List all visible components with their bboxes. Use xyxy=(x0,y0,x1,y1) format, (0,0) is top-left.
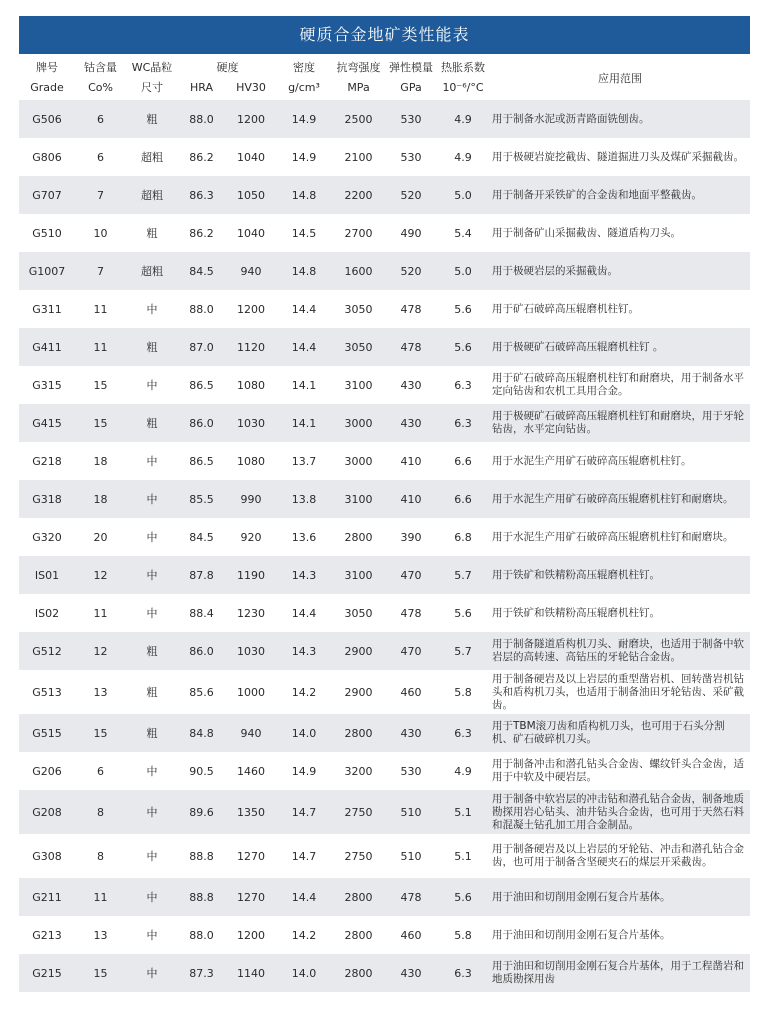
table-row xyxy=(19,404,750,442)
cell-application: 用于极硬岩层的采掘截齿。 xyxy=(492,264,618,277)
cell-grade: G213 xyxy=(32,928,62,942)
header-expansion-unit: 10⁻⁶/°C xyxy=(442,81,484,94)
cell-expansion: 5.1 xyxy=(454,805,472,819)
cell-modulus: 430 xyxy=(400,726,422,740)
table-row xyxy=(19,594,750,632)
cell-hv30: 1200 xyxy=(237,928,265,942)
cell-trs: 2200 xyxy=(344,188,373,202)
cell-wc-grain: 中 xyxy=(146,455,158,468)
cell-trs: 2800 xyxy=(344,928,373,942)
cell-cobalt: 6 xyxy=(97,150,104,164)
cell-hv30: 1040 xyxy=(237,226,265,240)
cell-hra: 90.5 xyxy=(189,764,214,778)
cell-modulus: 478 xyxy=(400,606,422,620)
cell-hra: 84.5 xyxy=(189,530,214,544)
cell-hra: 86.2 xyxy=(189,150,214,164)
cell-wc-grain: 中 xyxy=(146,929,158,942)
properties-sheet xyxy=(19,16,750,992)
cell-trs: 3100 xyxy=(344,568,373,582)
table-row xyxy=(19,100,750,138)
cell-cobalt: 7 xyxy=(97,188,104,202)
cell-modulus: 460 xyxy=(400,685,422,699)
header-trs: 抗弯强度 xyxy=(336,61,381,74)
cell-wc-grain: 超粗 xyxy=(141,265,163,278)
cell-density: 14.2 xyxy=(291,928,317,942)
table-row xyxy=(19,366,750,404)
header-co-en: Co% xyxy=(88,81,113,94)
cell-trs: 3100 xyxy=(344,492,373,506)
cell-grade: G707 xyxy=(32,188,62,202)
cell-hv30: 1460 xyxy=(237,764,265,778)
cell-wc-grain: 中 xyxy=(146,967,158,980)
cell-trs: 2700 xyxy=(344,226,373,240)
cell-density: 14.7 xyxy=(291,849,317,863)
cell-application: 用于极硬矿石破碎高压辊磨机柱钉和耐磨块，用于牙轮钻齿，水平定向钻齿。 xyxy=(492,410,744,435)
cell-hra: 88.8 xyxy=(189,849,214,863)
cell-trs: 2100 xyxy=(344,150,373,164)
cell-expansion: 5.0 xyxy=(454,188,472,202)
cell-hv30: 1080 xyxy=(237,454,265,468)
table-row xyxy=(19,556,750,594)
cell-application: 用于油田和切削用金刚石复合片基体。 xyxy=(492,890,671,903)
cell-wc-grain: 中 xyxy=(146,891,158,904)
cell-application: 用于制备硬岩及以上岩层的重型凿岩机、回转凿岩机钻头和盾构机刀头，也适用于制备油田牙轮钻齿、采矿截齿。 xyxy=(492,672,744,711)
header-density-unit: g/cm³ xyxy=(288,81,320,94)
table-row xyxy=(19,214,750,252)
cell-cobalt: 10 xyxy=(93,226,108,240)
cell-modulus: 430 xyxy=(400,378,422,392)
cell-trs: 3050 xyxy=(344,302,373,316)
cell-expansion: 6.3 xyxy=(454,416,472,430)
cell-grade: G318 xyxy=(32,492,62,506)
cell-grade: G513 xyxy=(32,685,62,699)
cell-application: 用于水泥生产用矿石破碎高压辊磨机柱钉。 xyxy=(492,454,692,467)
cell-density: 14.4 xyxy=(291,606,317,620)
table-row xyxy=(19,916,750,954)
cell-hra: 88.0 xyxy=(189,112,214,126)
cell-density: 14.3 xyxy=(291,644,317,658)
table-row xyxy=(19,632,750,670)
cell-grade: G311 xyxy=(32,302,62,316)
cell-application: 用于矿石破碎高压辊磨机柱钉。 xyxy=(492,302,639,315)
cell-cobalt: 20 xyxy=(93,530,108,544)
cell-application: 用于TBM滚刀齿和盾构机刀头，也可用于石头分割机、矿石破碎机刀头。 xyxy=(492,720,725,745)
cell-wc-grain: 超粗 xyxy=(141,151,163,164)
cell-grade: IS01 xyxy=(34,568,60,582)
cell-cobalt: 13 xyxy=(93,685,108,699)
cell-hra: 86.5 xyxy=(189,378,214,392)
cell-grade: G1007 xyxy=(28,264,66,278)
cell-cobalt: 11 xyxy=(93,890,108,904)
cell-hv30: 940 xyxy=(240,264,262,278)
header-grade-en: Grade xyxy=(30,81,64,94)
cell-hra: 84.8 xyxy=(189,726,214,740)
cell-trs: 2800 xyxy=(344,966,373,980)
cell-hra: 88.0 xyxy=(189,302,214,316)
cell-modulus: 530 xyxy=(400,150,422,164)
cell-application: 用于极硬矿石破碎高压辊磨机柱钉 。 xyxy=(492,340,664,353)
cell-expansion: 5.6 xyxy=(454,606,472,620)
cell-expansion: 6.3 xyxy=(454,966,472,980)
cell-modulus: 510 xyxy=(400,849,422,863)
cell-wc-grain: 粗 xyxy=(146,417,158,430)
cell-hra: 87.0 xyxy=(189,340,214,354)
table-row xyxy=(19,670,750,714)
cell-hra: 86.2 xyxy=(189,226,214,240)
cell-grade: G515 xyxy=(32,726,62,740)
cell-wc-grain: 中 xyxy=(146,303,158,316)
cell-trs: 2500 xyxy=(344,112,373,126)
cell-hv30: 1140 xyxy=(237,966,265,980)
cell-expansion: 6.6 xyxy=(454,454,472,468)
table-header xyxy=(19,54,750,100)
table-row xyxy=(19,714,750,752)
header-co-cn: 钴含量 xyxy=(84,61,117,74)
cell-modulus: 478 xyxy=(400,340,422,354)
cell-hv30: 940 xyxy=(240,726,262,740)
cell-hra: 87.8 xyxy=(189,568,214,582)
cell-wc-grain: 粗 xyxy=(146,227,158,240)
cell-expansion: 6.8 xyxy=(454,530,472,544)
cell-hra: 88.4 xyxy=(189,606,214,620)
cell-expansion: 5.8 xyxy=(454,928,472,942)
cell-hv30: 1080 xyxy=(237,378,265,392)
cell-modulus: 478 xyxy=(400,890,422,904)
cell-wc-grain: 粗 xyxy=(146,113,158,126)
cell-grade: G415 xyxy=(32,416,62,430)
cell-cobalt: 13 xyxy=(93,928,108,942)
header-grade-cn: 牌号 xyxy=(36,61,58,74)
cell-density: 14.8 xyxy=(291,264,317,278)
cell-application: 用于矿石破碎高压辊磨机柱钉和耐磨块，用于制备水平定向钻齿和农机工具用合金。 xyxy=(492,372,744,397)
cell-expansion: 5.1 xyxy=(454,849,472,863)
cell-application: 用于水泥生产用矿石破碎高压辊磨机柱钉和耐磨块。 xyxy=(492,530,734,543)
cell-modulus: 478 xyxy=(400,302,422,316)
cell-modulus: 470 xyxy=(400,644,422,658)
cell-hra: 88.8 xyxy=(189,890,214,904)
cell-wc-grain: 粗 xyxy=(146,645,158,658)
cell-expansion: 6.3 xyxy=(454,378,472,392)
table-row xyxy=(19,176,750,214)
cell-wc-grain: 中 xyxy=(146,379,158,392)
cell-expansion: 4.9 xyxy=(454,112,472,126)
header-density: 密度 xyxy=(293,61,315,74)
cell-grade: G320 xyxy=(32,530,62,544)
cell-density: 14.9 xyxy=(291,112,317,126)
cell-density: 14.3 xyxy=(291,568,317,582)
cell-wc-grain: 中 xyxy=(146,850,158,863)
header-modulus: 弹性模量 xyxy=(389,61,433,74)
cell-hra: 86.0 xyxy=(189,644,214,658)
header-wc-cn1: WC晶粒 xyxy=(131,61,173,74)
cell-application: 用于极硬岩旋挖截齿、隧道掘进刀头及煤矿采掘截齿。 xyxy=(492,150,744,163)
cell-hra: 85.5 xyxy=(189,492,214,506)
table-row xyxy=(19,252,750,290)
cell-application: 用于制备冲击和潜孔钻头合金齿、螺纹钎头合金齿，适用于中软及中硬岩层。 xyxy=(492,758,744,783)
cell-hv30: 1270 xyxy=(237,890,265,904)
cell-cobalt: 15 xyxy=(93,966,108,980)
cell-wc-grain: 中 xyxy=(146,607,158,620)
cell-expansion: 5.6 xyxy=(454,890,472,904)
cell-grade: G218 xyxy=(32,454,62,468)
header-expansion: 热胀系数 xyxy=(441,61,485,74)
cell-modulus: 460 xyxy=(400,928,422,942)
cell-trs: 2800 xyxy=(344,890,373,904)
cell-density: 13.7 xyxy=(291,454,317,468)
cell-application: 用于制备隧道盾构机刀头、耐磨块，也适用于制备中软岩层的高转速、高钻压的牙轮钻合金齿。 xyxy=(492,638,744,663)
cell-hv30: 1270 xyxy=(237,849,265,863)
cell-density: 14.0 xyxy=(291,726,317,740)
cell-application: 用于制备硬岩及以上岩层的牙轮钻、冲击和潜孔钻合金齿，也可用于制备含坚硬夹石的煤层开采截齿。 xyxy=(492,843,744,868)
cell-hv30: 1200 xyxy=(237,302,265,316)
cell-hv30: 1030 xyxy=(237,644,265,658)
cell-grade: G512 xyxy=(32,644,62,658)
cell-application: 用于油田和切削用金刚石复合片基体，用于工程凿岩和地质勘探用齿 xyxy=(492,960,744,985)
cell-hra: 86.0 xyxy=(189,416,214,430)
cell-expansion: 5.8 xyxy=(454,685,472,699)
cell-grade: G315 xyxy=(32,378,62,392)
cell-grade: G806 xyxy=(32,150,62,164)
table-row xyxy=(19,138,750,176)
cell-hv30: 1040 xyxy=(237,150,265,164)
cell-cobalt: 8 xyxy=(97,849,104,863)
cell-grade: G208 xyxy=(32,805,62,819)
cell-hv30: 1350 xyxy=(237,805,265,819)
cell-application: 用于制备矿山采掘截齿、隧道盾构刀头。 xyxy=(492,226,681,239)
cell-wc-grain: 中 xyxy=(146,569,158,582)
cell-modulus: 530 xyxy=(400,764,422,778)
cell-density: 14.4 xyxy=(291,302,317,316)
cell-application: 用于制备水泥或沥青路面铣刨齿。 xyxy=(492,112,650,125)
cell-cobalt: 11 xyxy=(93,340,108,354)
cell-cobalt: 18 xyxy=(93,492,108,506)
cell-modulus: 490 xyxy=(400,226,422,240)
cell-trs: 2750 xyxy=(344,805,373,819)
cell-hra: 85.6 xyxy=(189,685,214,699)
cell-application: 用于油田和切削用金刚石复合片基体。 xyxy=(492,928,671,941)
cell-hv30: 1200 xyxy=(237,112,265,126)
cell-hra: 86.5 xyxy=(189,454,214,468)
table-row xyxy=(19,834,750,878)
cell-wc-grain: 粗 xyxy=(146,727,158,740)
cell-density: 14.5 xyxy=(291,226,317,240)
header-application: 应用范围 xyxy=(598,72,642,85)
cell-grade: G215 xyxy=(32,966,62,980)
cell-hra: 87.3 xyxy=(189,966,214,980)
cell-modulus: 410 xyxy=(400,454,422,468)
cell-wc-grain: 中 xyxy=(146,806,158,819)
cell-wc-grain: 中 xyxy=(146,765,158,778)
cell-application: 用于铁矿和铁精粉高压辊磨机柱钉。 xyxy=(492,606,660,619)
cell-wc-grain: 中 xyxy=(146,531,158,544)
cell-density: 13.6 xyxy=(291,530,317,544)
cell-cobalt: 15 xyxy=(93,726,108,740)
cell-expansion: 6.3 xyxy=(454,726,472,740)
cell-cobalt: 18 xyxy=(93,454,108,468)
table-row xyxy=(19,328,750,366)
cell-modulus: 470 xyxy=(400,568,422,582)
table-body xyxy=(19,100,750,992)
table-row xyxy=(19,290,750,328)
cell-hra: 84.5 xyxy=(189,264,214,278)
cell-expansion: 5.6 xyxy=(454,340,472,354)
cell-application: 用于水泥生产用矿石破碎高压辊磨机柱钉和耐磨块。 xyxy=(492,492,734,505)
cell-cobalt: 8 xyxy=(97,805,104,819)
header-wc-cn2: 尺寸 xyxy=(141,81,163,94)
cell-cobalt: 12 xyxy=(93,644,108,658)
cell-modulus: 430 xyxy=(400,966,422,980)
cell-cobalt: 7 xyxy=(97,264,104,278)
cell-expansion: 4.9 xyxy=(454,150,472,164)
cell-cobalt: 6 xyxy=(97,764,104,778)
cell-application: 用于铁矿和铁精粉高压辊磨机柱钉。 xyxy=(492,568,660,581)
cell-density: 14.8 xyxy=(291,188,317,202)
cell-expansion: 5.6 xyxy=(454,302,472,316)
cell-wc-grain: 粗 xyxy=(146,686,158,699)
cell-grade: G411 xyxy=(32,340,62,354)
cell-hv30: 1120 xyxy=(237,340,265,354)
cell-trs: 2800 xyxy=(344,726,373,740)
cell-grade: G211 xyxy=(32,890,62,904)
cell-hra: 88.0 xyxy=(189,928,214,942)
cell-density: 14.4 xyxy=(291,340,317,354)
cell-application: 用于制备中软岩层的冲击钻和潜孔钻合金齿，制备地质勘探用岩心钻头、油井钻头合金齿，也可用于天然石料和混凝土钻孔加工用合金制品。 xyxy=(492,792,744,831)
cell-trs: 3050 xyxy=(344,340,373,354)
cell-trs: 3050 xyxy=(344,606,373,620)
cell-density: 14.0 xyxy=(291,966,317,980)
cell-modulus: 530 xyxy=(400,112,422,126)
cell-density: 13.8 xyxy=(291,492,317,506)
cell-cobalt: 11 xyxy=(93,606,108,620)
cell-grade: G510 xyxy=(32,226,62,240)
cell-hra: 89.6 xyxy=(189,805,214,819)
cell-wc-grain: 粗 xyxy=(146,341,158,354)
cell-application: 用于制备开采铁矿的合金齿和地面平整截齿。 xyxy=(492,188,702,201)
cell-expansion: 5.4 xyxy=(454,226,472,240)
cell-hv30: 1050 xyxy=(237,188,265,202)
cell-expansion: 5.0 xyxy=(454,264,472,278)
cell-modulus: 520 xyxy=(400,264,422,278)
cell-wc-grain: 超粗 xyxy=(141,189,163,202)
cell-cobalt: 15 xyxy=(93,378,108,392)
table-row xyxy=(19,954,750,992)
cell-trs: 2900 xyxy=(344,644,373,658)
header-hardness: 硬度 xyxy=(216,61,239,74)
cell-hv30: 1190 xyxy=(237,568,265,582)
cell-modulus: 520 xyxy=(400,188,422,202)
table-row xyxy=(19,752,750,790)
cell-trs: 3200 xyxy=(344,764,373,778)
cell-hv30: 1000 xyxy=(237,685,265,699)
cell-expansion: 5.7 xyxy=(454,644,472,658)
header-hv30: HV30 xyxy=(236,81,266,94)
table-row xyxy=(19,480,750,518)
cell-trs: 3000 xyxy=(344,416,373,430)
cell-density: 14.4 xyxy=(291,890,317,904)
cell-density: 14.9 xyxy=(291,150,317,164)
cell-grade: G506 xyxy=(32,112,62,126)
header-modulus-unit: GPa xyxy=(400,81,422,94)
cell-hv30: 1230 xyxy=(237,606,265,620)
cell-cobalt: 15 xyxy=(93,416,108,430)
cell-wc-grain: 中 xyxy=(146,493,158,506)
cell-modulus: 410 xyxy=(400,492,422,506)
cell-trs: 1600 xyxy=(344,264,373,278)
table-row xyxy=(19,518,750,556)
cell-expansion: 4.9 xyxy=(454,764,472,778)
cell-hv30: 990 xyxy=(240,492,262,506)
header-trs-unit: MPa xyxy=(347,81,370,94)
cell-density: 14.1 xyxy=(291,378,317,392)
cell-hv30: 1030 xyxy=(237,416,265,430)
cell-cobalt: 6 xyxy=(97,112,104,126)
cell-grade: G308 xyxy=(32,849,62,863)
cell-grade: G206 xyxy=(32,764,62,778)
cell-trs: 2900 xyxy=(344,685,373,699)
cell-trs: 3000 xyxy=(344,454,373,468)
header-hra: HRA xyxy=(190,81,213,94)
cell-trs: 3100 xyxy=(344,378,373,392)
cell-expansion: 5.7 xyxy=(454,568,472,582)
cell-cobalt: 12 xyxy=(93,568,108,582)
cell-trs: 2750 xyxy=(344,849,373,863)
table-row xyxy=(19,878,750,916)
cell-modulus: 510 xyxy=(400,805,422,819)
cell-expansion: 6.6 xyxy=(454,492,472,506)
cell-density: 14.2 xyxy=(291,685,317,699)
cell-density: 14.7 xyxy=(291,805,317,819)
cell-density: 14.9 xyxy=(291,764,317,778)
cell-density: 14.1 xyxy=(291,416,317,430)
cell-hra: 86.3 xyxy=(189,188,214,202)
cell-cobalt: 11 xyxy=(93,302,108,316)
cell-modulus: 430 xyxy=(400,416,422,430)
cell-modulus: 390 xyxy=(400,530,422,544)
cell-trs: 2800 xyxy=(344,530,373,544)
table-title: 硬质合金地矿类性能表 xyxy=(19,16,750,54)
cell-grade: IS02 xyxy=(34,606,60,620)
properties-table xyxy=(19,54,750,992)
cell-hv30: 920 xyxy=(240,530,262,544)
table-row xyxy=(19,442,750,480)
table-row xyxy=(19,790,750,834)
